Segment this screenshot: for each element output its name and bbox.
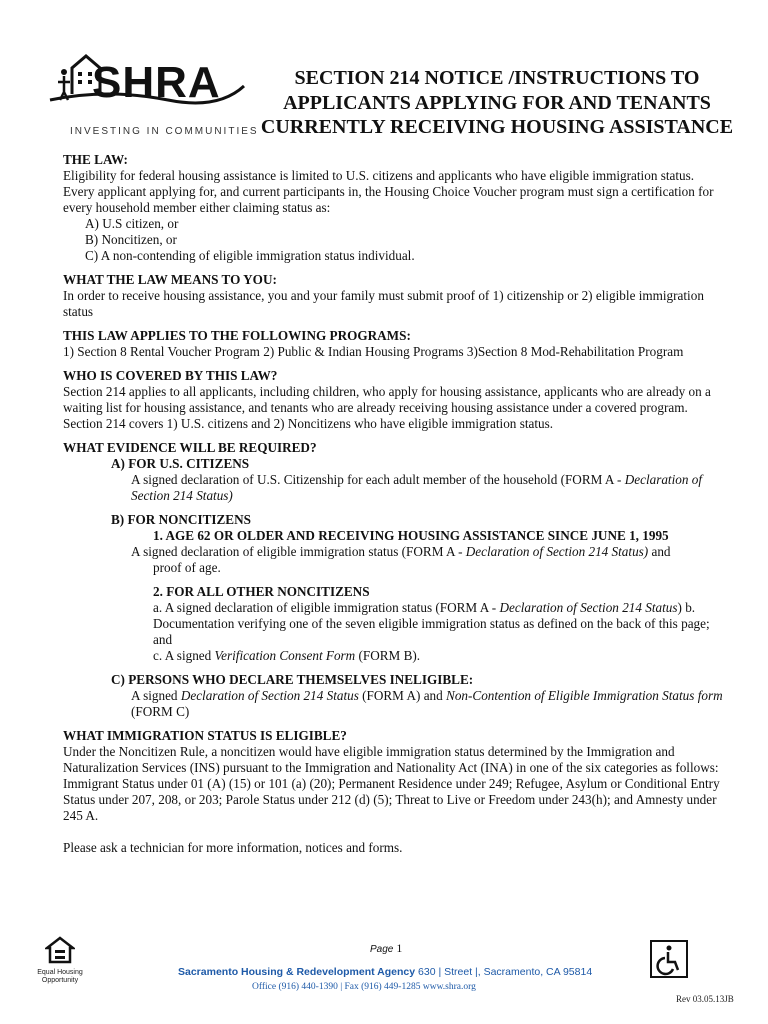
title-line-2: APPLICANTS APPLYING FOR AND TENANTS [283, 91, 711, 114]
law-item-c: C) A non-contending of eligible immigration status individual. [85, 248, 415, 263]
logo-wordmark: SHRA [92, 58, 221, 107]
title-line-1: SECTION 214 NOTICE /INSTRUCTIONS TO [294, 67, 700, 89]
evidence-heading: WHAT EVIDENCE WILL BE REQUIRED? [63, 440, 317, 455]
covered-body: Section 214 applies to all applicants, including children, who apply for housing assistance, applicants who are already on a waiting list for housing assistance, and tenants who are already receiving housing assistance under a covered program. Section 214 covers 1) U.S. citizens and 2) Noncitizens who have eligible immigration status. [63, 384, 711, 431]
evidence-b2-heading: 2. FOR ALL OTHER NONCITIZENS [153, 584, 370, 599]
means-body: In order to receive housing assistance, you and your family must submit proof of 1) citizenship or 2) eligible immigration status [63, 288, 704, 319]
applies-heading: THIS LAW APPLIES TO THE FOLLOWING PROGRAMS: [63, 328, 411, 343]
title-line-3: CURRENTLY RECEIVING HOUSING ASSISTANCE [260, 116, 734, 138]
accessibility-icon [650, 940, 688, 978]
law-body: Eligibility for federal housing assistance is limited to U.S. citizens and applicants who have eligible immigration status. Every applicant applying for, and current participants in, the Housing Choice Voucher program must sign a certification for every household member either claiming status as: [63, 168, 714, 215]
law-item-b: B) Noncitizen, or [85, 232, 177, 247]
evidence-b1-cont: proof of age. [153, 560, 221, 575]
equal-housing-icon [45, 936, 75, 964]
law-heading: THE LAW: [63, 152, 128, 167]
notice-body [63, 152, 723, 856]
evidence-b2-a: a. A signed declaration of eligible immigration status (FORM A - Declaration of Section 214 Status) b. Documentation verifying one of the seven eligible immigration status as defined on the back of this page; and [153, 600, 710, 647]
closing-text: Please ask a technician for more information, notices and forms. [63, 840, 403, 855]
logo-tagline: INVESTING IN COMMUNITIES [70, 126, 259, 137]
eligible-body: Under the Noncitizen Rule, a noncitizen would have eligible immigration status determined by the Immigration and Naturalization Services (INS) pursuant to the Immigration and Nationality Act (INA) in one of the six categories as follows: Immigrant Status under 01 (A) (15) or 101 (a) (20); Permanent Residence under 249; Refugee, Asylum or Conditional Entry Status under 207, 208, or 203; Parole Status under 212 (d) (5); Threat to Live or Freedom under 243(h); and Amnesty under 245 A. [63, 744, 720, 823]
means-heading: WHAT THE LAW MEANS TO YOU: [63, 272, 277, 287]
evidence-c-heading: C) PERSONS WHO DECLARE THEMSELVES INELIGIBLE: [111, 672, 474, 687]
page-title [252, 66, 742, 140]
evidence-b2-c: c. A signed Verification Consent Form (FORM B). [153, 648, 421, 663]
contact-line: Office (916) 440-1390 | Fax (916) 449-1285 www.shra.org [252, 982, 476, 992]
evidence-b1-heading: 1. AGE 62 OR OLDER AND RECEIVING HOUSING ASSISTANCE SINCE JUNE 1, 1995 [153, 528, 669, 543]
evidence-b-heading: B) FOR NONCITIZENS [111, 512, 251, 527]
evidence-c-body: A signed Declaration of Section 214 Status (FORM A) and Non-Contention of Eligible Immigration Status form (FORM C) [131, 688, 723, 719]
law-item-a: A) U.S citizen, or [85, 216, 179, 231]
applies-body: 1) Section 8 Rental Voucher Program 2) Public & Indian Housing Programs 3)Section 8 Mod-Rehabilitation Program [63, 344, 684, 359]
equal-housing-label: Equal Housing Opportunity [37, 969, 83, 984]
evidence-b1-body: A signed declaration of eligible immigration status (FORM A - Declaration of Section 214 Status) and [131, 544, 671, 559]
eligible-heading: WHAT IMMIGRATION STATUS IS ELIGIBLE? [63, 728, 347, 743]
page-number: Page 1 [370, 941, 403, 955]
agency-line: Sacramento Housing & Redevelopment Agency 630 | Street |, Sacramento, CA 95814 [178, 966, 593, 978]
equal-housing-logo [36, 936, 84, 985]
evidence-a-body: A signed declaration of U.S. Citizenship for each adult member of the household (FORM A - Declaration of Section 214 Status) [131, 472, 703, 503]
evidence-a-heading: A) FOR U.S. CITIZENS [111, 456, 250, 471]
covered-heading: WHO IS COVERED BY THIS LAW? [63, 368, 278, 383]
revision-label: Rev 03.05.13JB [676, 994, 734, 1004]
